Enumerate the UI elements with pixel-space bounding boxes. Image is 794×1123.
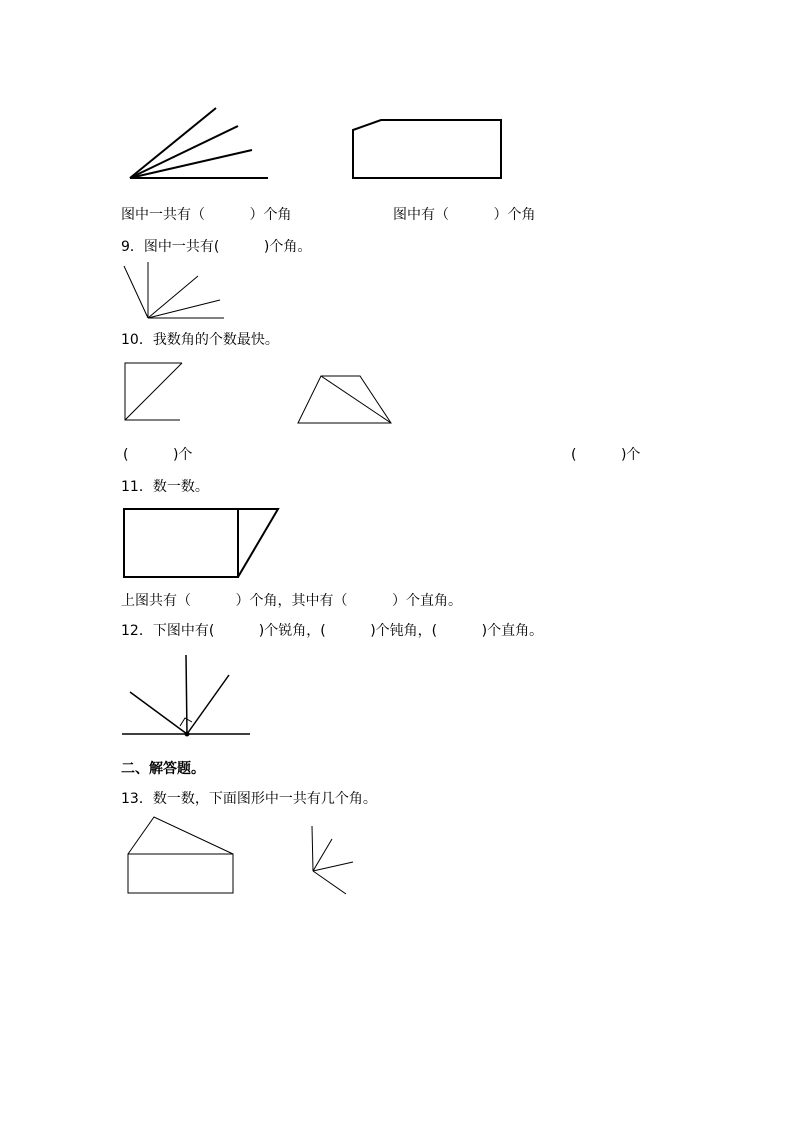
- q11-caption: 上图共有（ ）个角，其中有（ ）个直角。: [121, 593, 463, 609]
- section-2-heading: 二、解答题。: [121, 761, 205, 777]
- q8-caption-left: 图中一共有（ ）个角: [121, 207, 292, 223]
- q10-question: 10．我数角的个数最快。: [121, 332, 279, 348]
- q8-caption-right: 图中有（ ）个角: [393, 207, 536, 223]
- q13-house-figure: [128, 817, 233, 893]
- q13-rays-figure: [312, 826, 353, 894]
- q12-question: 12．下图中有( )个锐角，( )个钝角，( )个直角。: [121, 623, 544, 639]
- q13-question: 13．数一数，下面图形中一共有几个角。: [121, 791, 377, 807]
- q10-answer-left: ( )个: [123, 447, 193, 463]
- q9-question: 9．图中一共有( )个角。: [121, 239, 312, 255]
- q10-answer-right: ( )个: [571, 447, 641, 463]
- q11-question: 11．数一数。: [121, 479, 209, 495]
